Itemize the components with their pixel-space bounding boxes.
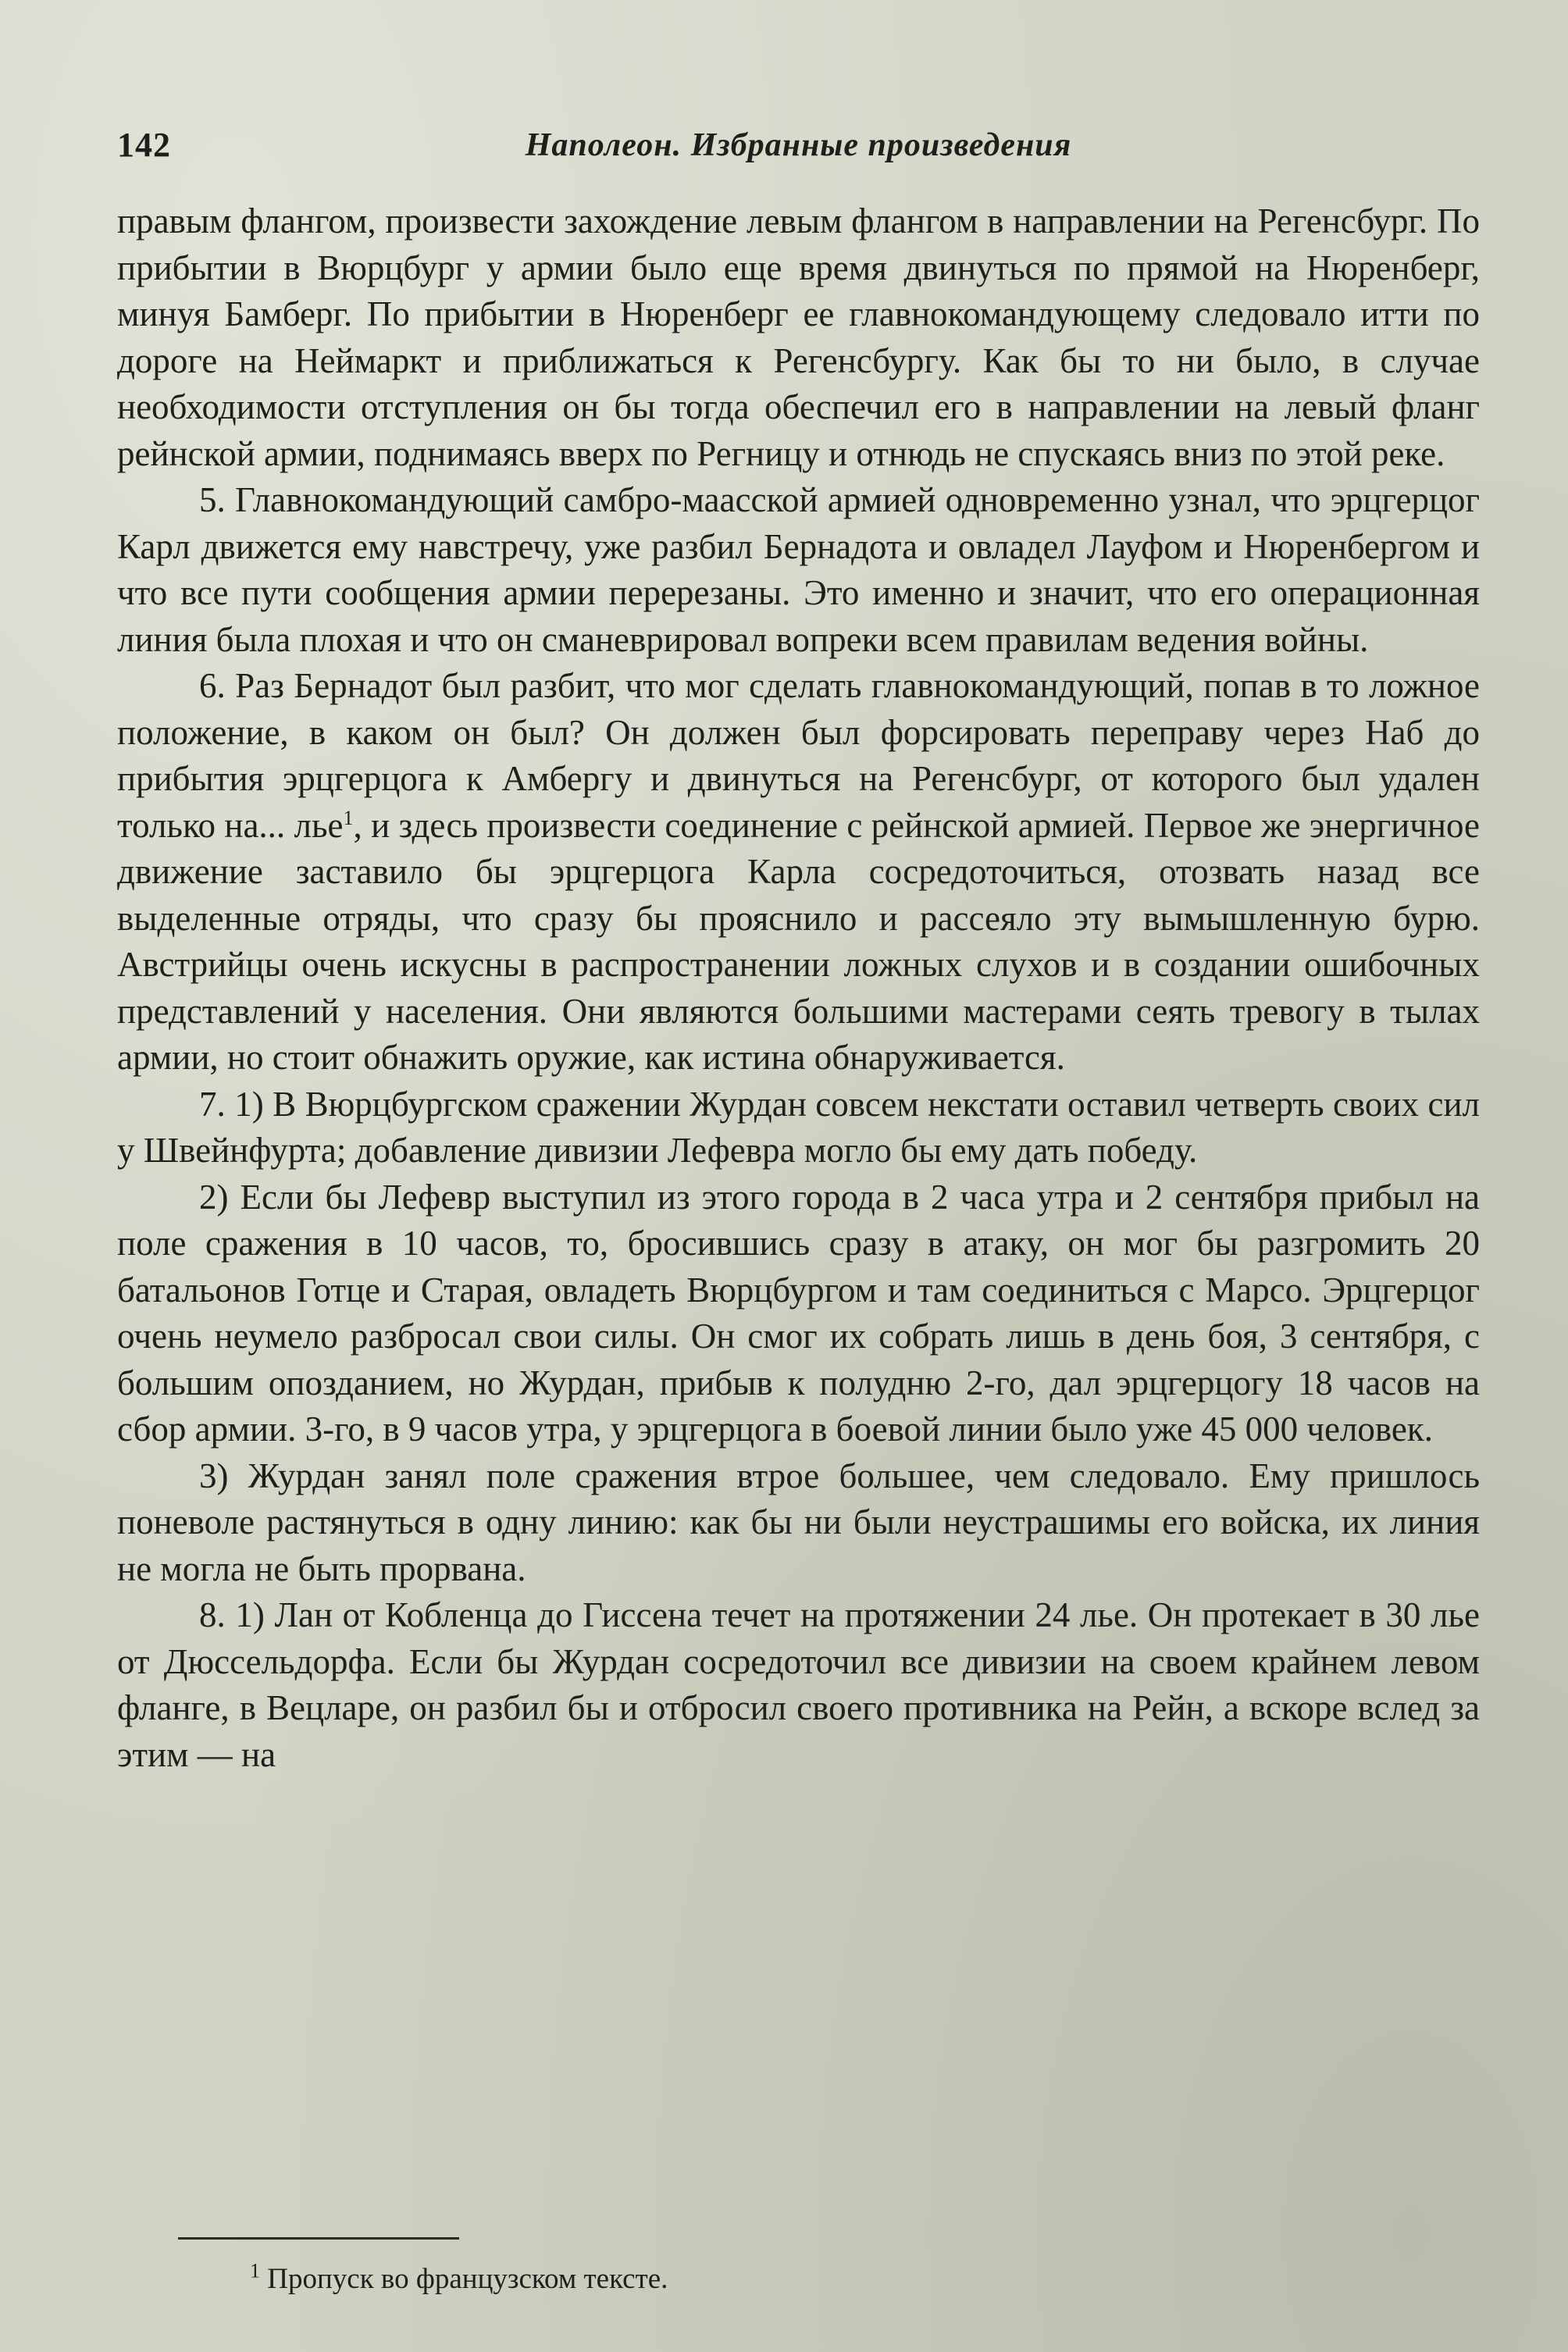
paragraph-3: 6. Раз Бернадот был разбит, что мог сделать главнокомандующий, попав в то ложное положение, в каком он был? Он должен был форсировать переправу через Наб до прибытия эрцгерцога к Амбергу и двинуться на Регенсбург, от которого был удален только на... лье$^1$, и здесь произвести соединение с рейнской армией. Первое же энергичное движение заставило бы эрцгерцога Карла сосредоточиться, отозвать назад все выделенные отряды, что сразу бы прояснило и рассеяло эту вымышленную бурю. Австрийцы очень искусны в распространении ложных слухов и в создании ошибочных представлений у населения. Они являются большими мастерами сеять тревогу в тылах армии, но стоит обнажить оружие, как истина обнаруживается.	[117, 666, 1481, 1077]
page-number: 142	[117, 126, 171, 164]
paragraph-2: 5. Главнокомандующий самбро-маасской армией одновременно узнал, что эрцгерцог Карл движется ему навстречу, уже разбил Бернадота и овладел Лауфом и Нюренбергом и что все пути сообщения армии перерезаны. Это именно и значит, что его операционная линия была плохая и что он сманеврировал вопреки всем правилам ведения войны.	[117, 480, 1480, 659]
paragraph-6: 3) Журдан занял поле сражения втрое большее, чем следовало. Ему пришлось поневоле растянуться в одну линию: как бы ни были неустрашимы его войска, их линия не могла не быть прорвана.	[117, 1456, 1480, 1588]
footnote-divider	[178, 2237, 459, 2240]
running-head	[117, 117, 1480, 180]
footnote-marker: 1	[250, 2259, 260, 2283]
paragraph-7: 8. 1) Лан от Кобленца до Гиссена течет на протяжении 24 лье. Он протекает в 30 лье от Дюссельдорфа. Если бы Журдан сосредоточил все дивизии на своем крайнем левом фланге, в Вецларе, он разбил бы и отбросил своего противника на Рейн, а вскоре вслед за этим — на	[117, 1595, 1480, 1774]
paragraph-4: 7. 1) В Вюрцбургском сражении Журдан совсем некстати оставил четверть своих сил у Швейнфурта; добавление дивизии Лефевра могло бы ему дать победу.	[117, 1084, 1480, 1170]
footnote	[250, 2259, 668, 2297]
book-page	[117, 117, 1480, 1778]
footnote-text: Пропуск во французском тексте.	[267, 2263, 668, 2295]
body-text	[117, 198, 1480, 1778]
running-title: Наполеон. Избранные произведения	[525, 127, 1072, 163]
footnote-reference[interactable]: 1	[343, 806, 354, 829]
paragraph-5: 2) Если бы Лефевр выступил из этого города в 2 часа утра и 2 сентября прибыл на поле сражения в 10 часов, то, бросившись сразу в атаку, он мог бы разгромить 20 батальонов Готце и Старая, овладеть Вюрцбургом и там соединиться с Марсо. Эрцгерцог очень неумело разбросал свои силы. Он смог их собрать лишь в день боя, 3 сентября, с большим опозданием, но Журдан, прибыв к полудню 2-го, дал эрцгерцогу 18 часов на сбор армии. 3-го, в 9 часов утра, у эрцгерцога в боевой линии было уже 45 000 человек.	[117, 1177, 1480, 1449]
paragraph-1: правым флангом, произвести захождение левым флангом в направлении на Регенсбург. По прибытии в Вюрцбург у армии было еще время двинуться по прямой на Нюренберг, минуя Бамберг. По прибытии в Нюренберг ее главнокомандующему следовало итти по дороге на Неймаркт и приближаться к Регенсбургу. Как бы то ни было, в случае необходимости отступления он бы тогда обеспечил его в направлении на левый фланг рейнской армии, поднимаясь вверх по Регницу и отнюдь не спускаясь вниз по этой реке.	[117, 201, 1480, 473]
